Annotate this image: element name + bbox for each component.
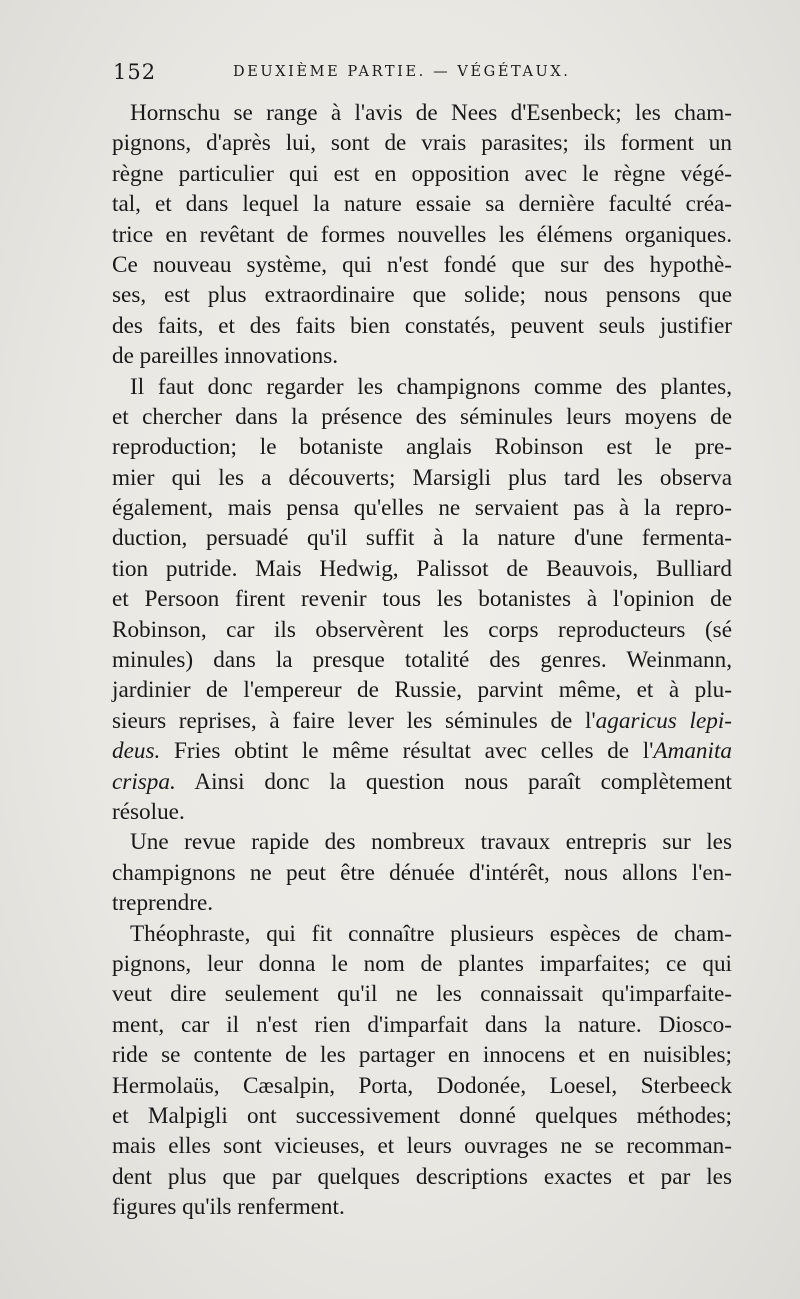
body-text xyxy=(112,98,732,1222)
italic-species-name: crispa. xyxy=(112,768,176,795)
text-line: résolue. xyxy=(112,798,185,825)
text-line: Théophraste, qui fit connaître plusieurs espèces de cham- xyxy=(130,920,732,947)
text-line: mais elles sont vicieuses, et leurs ouvrages ne se recomman- xyxy=(112,1133,732,1160)
text-line: pignons, d'après lui, sont de vrais parasites; ils forment un xyxy=(112,130,732,157)
text-line: de pareilles innovations. xyxy=(112,343,339,370)
text-line: tion putride. Mais Hedwig, Palissot de Beauvois, Bulliard xyxy=(112,555,732,582)
text-line xyxy=(112,736,732,766)
text-line: dent plus que par quelques descriptions exactes et par les xyxy=(112,1163,732,1190)
text-line: et Malpigli ont successivement donné quelques méthodes; xyxy=(112,1102,732,1129)
text-line: également, mais pensa qu'elles ne servaient pas à la repro- xyxy=(112,495,732,522)
text-line: pignons, leur donna le nom de plantes imparfaites; ce qui xyxy=(112,950,732,977)
text-line: Une revue rapide des nombreux travaux entrepris sur les xyxy=(130,829,732,856)
running-title: DEUXIÈME PARTIE. — VÉGÉTAUX. xyxy=(233,64,571,80)
paragraph-1 xyxy=(112,98,732,372)
text-line: ride se contente de les partager en innocens et en nuisibles; xyxy=(112,1042,732,1069)
text-line: règne particulier qui est en opposition avec le règne végé- xyxy=(112,160,732,187)
text-line: tal, et dans lequel la nature essaie sa dernière faculté créa- xyxy=(112,191,732,218)
text-line xyxy=(112,767,732,797)
text-line: mier qui les a découverts; Marsigli plus tard les observa xyxy=(112,464,732,491)
text-line: trice en revêtant de formes nouvelles les élémens organiques. xyxy=(112,221,732,248)
text-line: Hornschu se range à l'avis de Nees d'Esenbeck; les cham- xyxy=(130,100,732,126)
paragraph-3 xyxy=(112,827,732,918)
text-line: ment, car il n'est rien d'imparfait dans la nature. Diosco- xyxy=(112,1011,732,1038)
italic-species-name: deus. xyxy=(112,738,161,765)
text-line: jardinier de l'empereur de Russie, parvint même, et à plu- xyxy=(112,677,732,704)
text-segment: sieurs reprises, à faire lever les séminules de l' xyxy=(112,707,596,734)
text-line: ses, est plus extraordinaire que solide; nous pensons que xyxy=(112,282,732,309)
italic-species-name: Amanita xyxy=(653,738,732,765)
paragraph-4 xyxy=(112,919,732,1223)
text-line: Ce nouveau système, qui n'est fondé que sur des hypothè- xyxy=(112,251,732,278)
page-number: 152 xyxy=(113,60,157,84)
text-line: et chercher dans la présence des séminules leurs moyens de xyxy=(112,403,732,430)
text-line: reproduction; le botaniste anglais Robinson est le pre- xyxy=(112,434,732,461)
paragraph-2 xyxy=(112,372,732,828)
text-line: treprendre. xyxy=(112,890,214,917)
running-head xyxy=(113,60,693,90)
text-line: Il faut donc regarder les champignons comme des plantes, xyxy=(130,373,732,400)
text-line: minules) dans la presque totalité des genres. Weinmann, xyxy=(112,647,732,674)
text-line xyxy=(112,706,732,736)
italic-species-name: agaricus lepi- xyxy=(595,707,732,734)
text-line: veut dire seulement qu'il ne les connaissait qu'imparfaite- xyxy=(112,981,732,1008)
text-line: figures qu'ils renferment. xyxy=(112,1194,345,1221)
text-line: duction, persuadé qu'il suffit à la nature d'une fermenta- xyxy=(112,525,732,552)
text-line: Robinson, car ils observèrent les corps reproducteurs (sé xyxy=(112,616,732,643)
text-segment: Fries obtint le même résultat avec celles de l' xyxy=(160,738,654,765)
text-line: Hermolaüs, Cæsalpin, Porta, Dodonée, Loesel, Sterbeeck xyxy=(112,1072,732,1099)
text-line: champignons ne peut être dénuée d'intérêt, nous allons l'en- xyxy=(112,859,732,886)
text-line: des faits, et des faits bien constatés, peuvent seuls justifier xyxy=(112,312,732,339)
text-segment: Ainsi donc la question nous paraît complètement xyxy=(175,768,732,795)
text-line: et Persoon firent revenir tous les botanistes à l'opinion de xyxy=(112,586,732,613)
